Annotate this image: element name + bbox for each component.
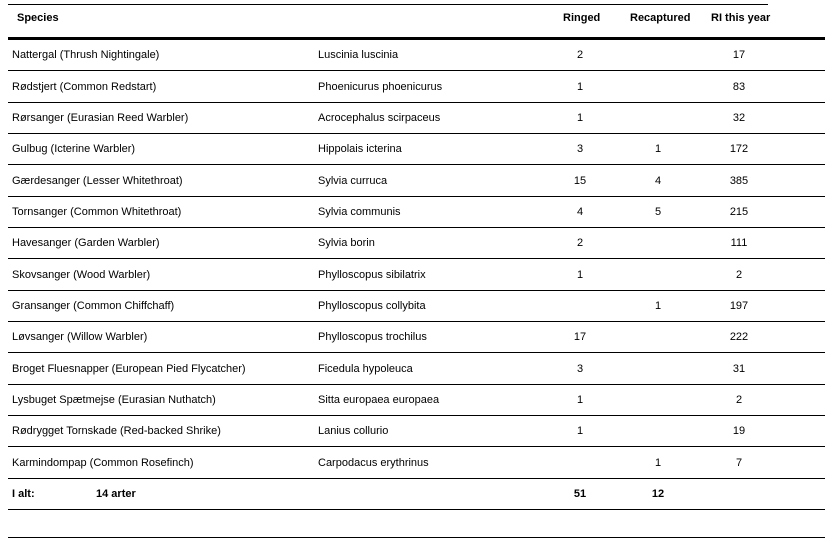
total-label: I alt:: [12, 487, 35, 500]
species-name: Gulbug (Icterine Warbler): [12, 143, 136, 156]
ri-count: 2: [735, 393, 743, 406]
ringed-count: 3: [576, 143, 584, 156]
table-row: [8, 197, 825, 228]
ringed-count: 2: [576, 49, 584, 62]
ri-count: 31: [732, 362, 746, 375]
header-ringed: Ringed: [563, 12, 601, 24]
table-row: [8, 291, 825, 322]
table-row: [8, 103, 825, 134]
latin-name: Phylloscopus trochilus: [318, 331, 427, 344]
ri-count: 2: [735, 268, 743, 281]
latin-name: Ficedula hypoleuca: [318, 362, 413, 375]
ringed-count: 1: [576, 268, 584, 281]
ringed-count: 4: [576, 205, 584, 218]
species-name: Karmindompap (Common Rosefinch): [12, 456, 194, 469]
ri-count: 215: [729, 205, 749, 218]
table-header: [8, 5, 825, 37]
table-row: [8, 228, 825, 259]
table-row: [8, 353, 825, 384]
ri-count: 111: [730, 237, 748, 250]
species-name: Nattergal (Thrush Nightingale): [12, 49, 160, 62]
bottom-rule: [8, 537, 825, 538]
latin-name: Lanius collurio: [318, 425, 389, 438]
latin-name: Phoenicurus phoenicurus: [318, 80, 443, 93]
ri-count: 83: [732, 80, 746, 93]
ri-count: 32: [732, 111, 746, 124]
ri-count: 172: [729, 143, 749, 156]
table-row: [8, 447, 825, 478]
species-name: Rødstjert (Common Redstart): [12, 80, 157, 93]
table-row: [8, 165, 825, 196]
header-species: Species: [17, 12, 59, 24]
ri-count: 17: [732, 49, 746, 62]
species-name: Havesanger (Garden Warbler): [12, 237, 160, 250]
ringed-count: 3: [576, 362, 584, 375]
latin-name: Luscinia luscinia: [318, 49, 399, 62]
ringed-count: 2: [576, 237, 584, 250]
ringed-count: 15: [573, 174, 587, 187]
ringed-count: 17: [573, 331, 587, 344]
total-species-count: 14 arter: [96, 487, 136, 500]
latin-name: Carpodacus erythrinus: [318, 456, 429, 469]
recaptured-count: 1: [654, 456, 662, 469]
recaptured-count: 5: [654, 205, 662, 218]
ringed-count: 1: [576, 393, 584, 406]
ri-count: 7: [735, 456, 743, 469]
latin-name: Sylvia communis: [318, 205, 401, 218]
table-body: [8, 40, 825, 510]
latin-name: Sylvia borin: [318, 237, 375, 250]
header-recaptured: Recaptured: [630, 12, 691, 24]
total-ringed: 51: [573, 487, 587, 500]
ri-count: 197: [729, 299, 749, 312]
recaptured-count: 1: [654, 299, 662, 312]
species-name: Rødrygget Tornskade (Red-backed Shrike): [12, 425, 221, 438]
latin-name: Sylvia curruca: [318, 174, 388, 187]
latin-name: Hippolais icterina: [318, 143, 402, 156]
species-name: Rørsanger (Eurasian Reed Warbler): [12, 111, 189, 124]
table-row: [8, 322, 825, 353]
species-name: Gransanger (Common Chiffchaff): [12, 299, 175, 312]
table-row: [8, 134, 825, 165]
species-name: Tornsanger (Common Whitethroat): [12, 205, 182, 218]
species-name: Broget Fluesnapper (European Pied Flycatcher): [12, 362, 246, 375]
table-row: [8, 416, 825, 447]
ringed-count: 1: [576, 80, 584, 93]
species-name: Lysbuget Spætmejse (Eurasian Nuthatch): [12, 393, 216, 406]
ri-count: 222: [729, 331, 749, 344]
recaptured-count: 1: [654, 143, 662, 156]
ringed-count: 1: [576, 425, 584, 438]
total-recaptured: 12: [651, 487, 665, 500]
ri-count: 385: [729, 174, 749, 187]
species-name: Gærdesanger (Lesser Whitethroat): [12, 174, 183, 187]
table-row: [8, 40, 825, 71]
table-row: [8, 259, 825, 290]
latin-name: Phylloscopus collybita: [318, 299, 426, 312]
ri-count: 19: [732, 425, 746, 438]
total-row: [8, 479, 825, 510]
latin-name: Phylloscopus sibilatrix: [318, 268, 426, 281]
latin-name: Acrocephalus scirpaceus: [318, 111, 441, 124]
table-row: [8, 385, 825, 416]
latin-name: Sitta europaea europaea: [318, 393, 440, 406]
species-name: Løvsanger (Willow Warbler): [12, 331, 148, 344]
ringed-count: 1: [576, 111, 584, 124]
header-ri-this-year: RI this year: [711, 12, 771, 24]
recaptured-count: 4: [654, 174, 662, 187]
table-row: [8, 71, 825, 102]
species-name: Skovsanger (Wood Warbler): [12, 268, 151, 281]
